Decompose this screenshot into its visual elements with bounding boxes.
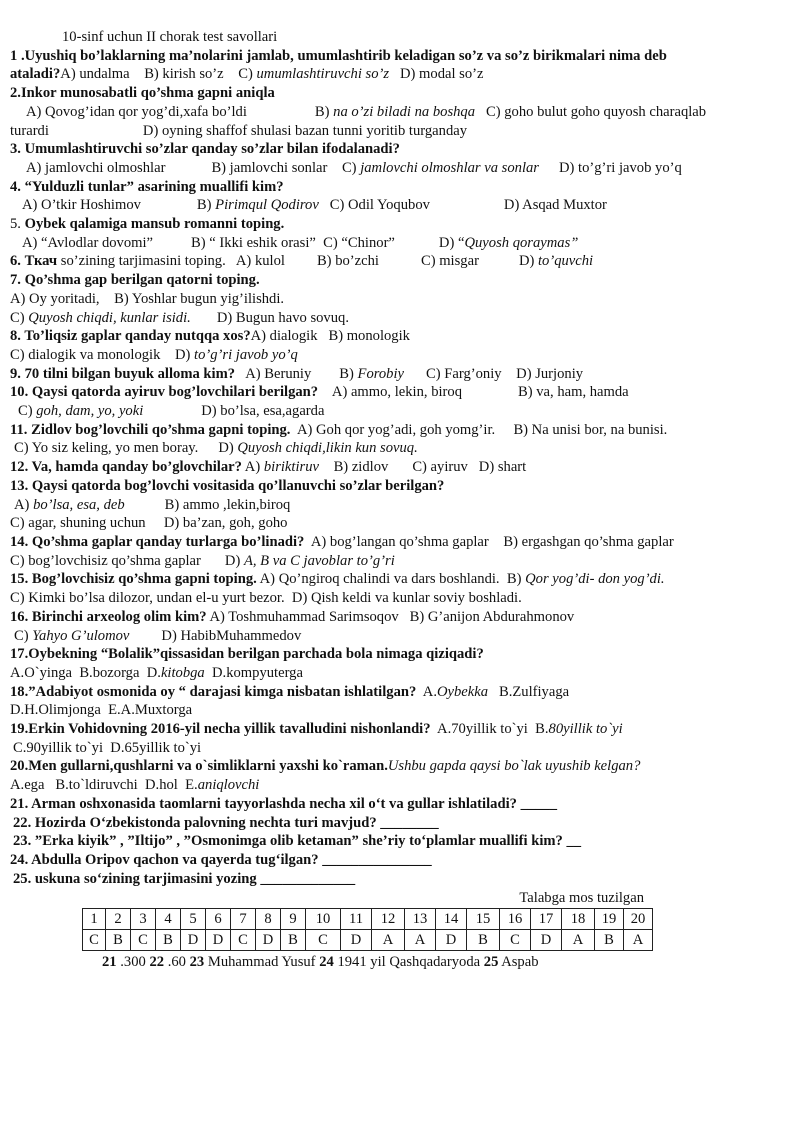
option-a: A.70yillik to`yi xyxy=(437,721,528,738)
option-a: A) kulol xyxy=(235,253,285,270)
answer-key-number-cell: 8 xyxy=(256,909,281,930)
option-b: B) zidlov xyxy=(333,459,389,476)
question-23 xyxy=(10,832,790,851)
option-c-prefix: C) xyxy=(18,403,33,420)
answer-key-answer-cell: D xyxy=(531,930,562,951)
question-text: 8. To’liqsiz gaplar qanday nutqqa xos? xyxy=(10,328,251,345)
option-b: B) ammo ,lekin,biroq xyxy=(164,496,291,513)
question-8 xyxy=(10,327,790,364)
open-answer-value: .60 xyxy=(167,954,186,971)
question-20 xyxy=(10,757,790,794)
question-5 xyxy=(10,215,790,252)
option-c: C) bog’lovchisiz qo’shma gaplar xyxy=(10,552,201,569)
option-b: Qor yog’di- don yog’di. xyxy=(525,571,665,588)
answer-key-number-cell: 13 xyxy=(405,909,436,930)
option-a: biriktiruv xyxy=(263,459,319,476)
option-c-continued: turardi xyxy=(10,122,49,139)
option-c: Yahyo G’ulomov xyxy=(32,627,130,644)
question-text: 18.”Adabiyot osmonida oy “ darajasi kimga nisbatan ishlatilgan? xyxy=(10,683,417,700)
open-answer-number: 24 xyxy=(319,954,334,971)
option-a: A) bog’langan qo’shma gaplar xyxy=(310,533,489,550)
option-c: C) Farg’oniy xyxy=(426,365,502,382)
option-a: A) undalma xyxy=(60,66,130,83)
answer-key-answer-row xyxy=(83,930,653,951)
answer-key-number-cell: 2 xyxy=(106,909,131,930)
option-a: A) O’tkir Hoshimov xyxy=(22,197,141,214)
question-13 xyxy=(10,477,790,533)
option-b: B) “ Ikki eshik orasi” xyxy=(191,234,316,251)
option-b: B) va, ham, hamda xyxy=(518,384,629,401)
question-1 xyxy=(10,47,790,84)
option-a: A.O`yinga xyxy=(10,664,73,681)
answer-key-number-cell: 14 xyxy=(436,909,467,930)
answer-key-table xyxy=(82,908,653,951)
answer-key-answer-cell: D xyxy=(181,930,206,951)
option-d: D) bo’lsa, esa,agarda xyxy=(201,403,325,420)
question-text: 3. Umumlashtiruvchi so’zlar qanday so’zlar bilan ifodalanadi? xyxy=(10,141,400,158)
answer-key-number-cell: 19 xyxy=(595,909,624,930)
option-c-prefix: C) xyxy=(341,159,357,176)
answer-key-number-cell: 16 xyxy=(500,909,531,930)
option-d: D) Bugun havo sovuq. xyxy=(216,309,349,326)
question-text: 24. Abdulla Oripov qachon va qayerda tug‘ilgan? _______________ xyxy=(10,851,432,868)
answer-key-answer-cell: B xyxy=(281,930,306,951)
open-answer-value: .300 xyxy=(120,954,146,971)
question-text: Oybek qalamiga mansub romanni toping. xyxy=(24,216,285,233)
option-a: A) ammo, lekin, biroq xyxy=(331,384,463,401)
answer-key-number-cell: 17 xyxy=(531,909,562,930)
option-b: B) monologik xyxy=(328,328,410,345)
option-c-prefix: C) xyxy=(238,66,253,83)
option-d-prefix: D) “ xyxy=(438,234,465,251)
answer-key-number-cell: 10 xyxy=(306,909,341,930)
option-c: Quyosh chiqdi, kunlar isidi. xyxy=(28,309,191,326)
option-d: D) HabibMuhammedov xyxy=(161,627,302,644)
question-text-rest: Ushbu gapda qaysi bo`lak uyushib kelgan? xyxy=(387,758,641,775)
option-a: Oybekka xyxy=(436,683,489,700)
option-c-prefix: C) xyxy=(14,627,29,644)
option-d-prefix: D) xyxy=(218,440,234,457)
answer-key-answer-cell: A xyxy=(405,930,436,951)
option-d: to’quvchi xyxy=(538,253,594,270)
question-10 xyxy=(10,383,790,420)
answer-key-answer-cell: D xyxy=(256,930,281,951)
question-text: 9. 70 tilni bilgan buyuk alloma kim? xyxy=(10,365,236,382)
option-b: B) ergashgan qo’shma gaplar xyxy=(503,533,674,550)
open-answer-number: 23 xyxy=(189,954,205,971)
option-a: A) Toshmuhammad Sarimsoqov xyxy=(209,608,399,625)
option-c: C) goho bulut goho quyosh charaqlab xyxy=(485,103,707,120)
option-a: A) Beruniy xyxy=(245,365,312,382)
question-text: 6. Ткач xyxy=(10,253,58,270)
question-text: 20.Men gullarni,qushlarni va o`simliklarni yaxshi ko`raman. xyxy=(10,758,388,775)
question-24 xyxy=(10,851,790,870)
answer-key-answer-cell: D xyxy=(206,930,231,951)
question-15 xyxy=(10,570,790,607)
option-c: C) Yo siz keling, yo men boray. xyxy=(14,440,199,457)
option-b-prefix: B) xyxy=(339,365,354,382)
question-14 xyxy=(10,533,790,570)
question-text: 21. Arman oshxonasida taomlarni tayyorlashda necha xil o‘t va gullar ishlatiladi? _____ xyxy=(10,795,558,812)
option-c: kitobga xyxy=(160,664,205,681)
question-text: 19.Erkin Vohidovning 2016-yil necha yillik tavalludini nishonlandi? xyxy=(10,721,431,738)
option-c: D.H.Olimjonga xyxy=(10,702,101,719)
option-c: umumlashtiruvchi so’z xyxy=(256,66,390,83)
option-b: B) Yoshlar bugun yig’ilishdi. xyxy=(114,290,285,307)
option-b: B) G’anijon Abdurahmonov xyxy=(409,608,575,625)
option-b: B) kirish so’z xyxy=(144,66,224,83)
answer-key-number-cell: 12 xyxy=(372,909,405,930)
option-a: bo’lsa, esa, deb xyxy=(33,496,125,513)
option-d: D) Jurjoniy xyxy=(516,365,584,382)
option-b: B) jamlovchi sonlar xyxy=(211,159,328,176)
option-d-prefix: E. xyxy=(185,777,198,794)
option-d: Quyosh qoraymas” xyxy=(464,234,579,251)
option-a: A) “Avlodlar dovomi” xyxy=(22,234,154,251)
option-d: D) Asqad Muxtor xyxy=(503,197,607,214)
answer-key-answer-cell: B xyxy=(595,930,624,951)
option-b: B) bo’zchi xyxy=(316,253,379,270)
answer-key-answer-cell: D xyxy=(341,930,372,951)
question-text: 14. Qo’shma gaplar qanday turlarga bo’linadi? xyxy=(10,533,305,550)
answer-key-number-cell: 7 xyxy=(231,909,256,930)
question-text: 15. Bog’lovchisiz qo’shma gapni toping. xyxy=(10,571,257,588)
option-a: A) Goh qor yog’adi, goh yomg’ir. xyxy=(296,421,496,438)
option-d: A, B va C javoblar to’g’ri xyxy=(243,552,395,569)
question-2 xyxy=(10,84,790,140)
option-c: C) ayiruv xyxy=(412,459,468,476)
option-d: D) to’g’ri javob yo’q xyxy=(558,159,682,176)
answer-key-answer-cell: D xyxy=(436,930,467,951)
question-text: 2.Inkor munosabatli qo’shma gapni aniqla xyxy=(10,85,275,102)
option-a: A) dialogik xyxy=(250,328,318,345)
answer-key-caption: Talabga mos tuzilgan xyxy=(519,890,644,907)
option-b-prefix: B) xyxy=(196,197,212,214)
answer-key-answer-cell: C xyxy=(500,930,531,951)
page-title: 10-sinf uchun II chorak test savollari xyxy=(62,29,278,45)
option-a: A) Qovog’idan qor yog’di,xafa bo’ldi xyxy=(26,103,247,120)
option-c: C) “Chinor” xyxy=(323,234,395,251)
option-d: D) Qish keldi va kunlar soviy boshladi. xyxy=(291,590,522,607)
option-b: Pirimqul Qodirov xyxy=(215,197,319,214)
answer-key-answer-cell: C xyxy=(306,930,341,951)
question-text: ataladi? xyxy=(10,66,61,83)
answer-key-answer-cell: B xyxy=(467,930,500,951)
question-4 xyxy=(10,178,790,215)
option-a: A) Oy yoritadi, xyxy=(10,290,100,307)
option-d: D) modal so’z xyxy=(400,66,484,83)
option-d-prefix: D) xyxy=(224,552,241,569)
answer-key-answer-cell: B xyxy=(156,930,181,951)
question-9 xyxy=(10,365,790,384)
option-c: D.hol xyxy=(145,777,178,794)
option-a-prefix: A. xyxy=(422,683,437,700)
option-a: A.ega xyxy=(10,777,45,794)
option-d: D) ba’zan, goh, goho xyxy=(163,515,288,532)
answer-key-number-row xyxy=(83,909,653,930)
question-text: 16. Birinchi arxeolog olim kim? xyxy=(10,608,207,625)
answer-key-answer-cell: A xyxy=(562,930,595,951)
answer-key-number-cell: 6 xyxy=(206,909,231,930)
question-18 xyxy=(10,683,790,720)
option-d: D.kompyuterga xyxy=(212,664,303,681)
option-b-prefix: B. xyxy=(535,721,549,738)
option-c: jamlovchi olmoshlar va sonlar xyxy=(360,159,539,176)
option-d: to’g’ri javob yo’q xyxy=(194,346,298,363)
option-c: C) misgar xyxy=(420,253,479,270)
option-d: D) oyning shaffof shulasi bazan tunni yoritib turganday xyxy=(142,122,468,139)
option-b: Forobiy xyxy=(357,365,405,382)
option-c: C) agar, shuning uchun xyxy=(10,515,146,532)
question-22 xyxy=(10,814,790,833)
answer-key-answer-cell: B xyxy=(106,930,131,951)
question-text: 17.Oybekning “Bolalik”qissasidan berilgan parchada bola nimaga qiziqadi? xyxy=(10,646,484,663)
question-19 xyxy=(10,720,790,757)
question-text: 7. Qo’shma gap berilgan qatorni toping. xyxy=(10,272,260,289)
option-b-prefix: B) xyxy=(506,571,522,588)
question-25 xyxy=(10,870,790,889)
option-b: B) Na unisi bor, na bunisi. xyxy=(513,421,668,438)
option-a-prefix: A) xyxy=(14,496,30,513)
option-a: A) Qo’ngiroq chalindi va dars boshlandi. xyxy=(259,571,500,588)
question-text: 23. ”Erka kiyik” , ”Iltijo” , ”Osmonimga olib ketaman” she’riy to‘plamlar muallifi kim? __ xyxy=(13,833,582,850)
question-6 xyxy=(10,252,790,271)
question-text: 13. Qaysi qatorda bog’lovchi vositasida qo’llanuvchi so’zlar berilgan? xyxy=(10,477,445,494)
test-document xyxy=(10,28,790,972)
answer-key-number-cell: 4 xyxy=(156,909,181,930)
answer-key-answer-cell: C xyxy=(131,930,156,951)
option-c-prefix: C) xyxy=(10,309,25,326)
option-d-prefix: D) xyxy=(174,346,191,363)
option-b-prefix: B) xyxy=(314,103,330,120)
answer-key-number-cell: 3 xyxy=(131,909,156,930)
option-c: C) Odil Yoqubov xyxy=(329,197,430,214)
option-d: D) shart xyxy=(478,459,527,476)
option-c: C) Kimki bo’lsa dilozor, undan el-u yurt bezor. xyxy=(10,590,285,607)
question-11 xyxy=(10,421,790,458)
question-number: 5. xyxy=(10,216,21,233)
question-text: 25. uskuna so‘zining tarjimasini yozing _____________ xyxy=(13,870,356,887)
answer-key-number-cell: 18 xyxy=(562,909,595,930)
open-answer-number: 25 xyxy=(483,954,499,971)
open-answer-number: 22 xyxy=(149,954,165,971)
open-answer-number: 21 xyxy=(102,954,117,971)
answer-key-number-cell: 15 xyxy=(467,909,500,930)
question-17 xyxy=(10,645,790,682)
open-answer-value: Muhammad Yusuf xyxy=(207,954,316,971)
option-d: D.65yillik to`yi xyxy=(110,739,202,756)
question-text: 22. Hozirda O‘zbekistonda palovning nechta turi mavjud? ________ xyxy=(13,814,439,831)
option-d: E.A.Muxtorga xyxy=(108,702,193,719)
question-text: 1 .Uyushiq bo’laklarning ma’nolarini jamlab, umumlashtirib keladigan so’z va so’z birikmalari nima deb xyxy=(10,47,667,64)
option-a-prefix: A) xyxy=(244,459,261,476)
question-21 xyxy=(10,795,790,814)
option-b: B.bozorga xyxy=(79,664,140,681)
question-text: 4. “Yulduzli tunlar” asarining muallifi kim? xyxy=(10,178,284,195)
answer-key-number-cell: 1 xyxy=(83,909,106,930)
option-a: A) jamlovchi olmoshlar xyxy=(26,159,166,176)
option-d: Quyosh chiqdi,likin kun sovuq. xyxy=(237,440,418,457)
option-b: na o’zi biladi na boshqa xyxy=(333,103,476,120)
question-7 xyxy=(10,271,790,327)
answer-key-number-cell: 11 xyxy=(341,909,372,930)
question-16 xyxy=(10,608,790,645)
question-text-rest: so’zining tarjimasini toping. xyxy=(60,253,226,270)
option-d-prefix: D) xyxy=(518,253,535,270)
option-b: B.to`ldiruvchi xyxy=(55,777,138,794)
answer-key-answer-cell: C xyxy=(231,930,256,951)
option-d: aniqlovchi xyxy=(197,777,260,794)
open-answer-value: 1941 yil Qashqadaryoda xyxy=(337,954,481,971)
answer-key-open-answers xyxy=(10,953,790,972)
question-text: 12. Va, hamda qanday bo’glovchilar? xyxy=(10,459,242,476)
option-b: B.Zulfiyaga xyxy=(498,683,570,700)
answer-key-number-cell: 20 xyxy=(624,909,653,930)
answer-key-answer-cell: A xyxy=(624,930,653,951)
answer-key-number-cell: 5 xyxy=(181,909,206,930)
option-c: C.90yillik to`yi xyxy=(13,739,103,756)
answer-key-answer-cell: A xyxy=(372,930,405,951)
option-c: goh, dam, yo, yoki xyxy=(36,403,144,420)
option-b: 80yillik to`yi xyxy=(548,721,623,738)
question-3 xyxy=(10,140,790,177)
answer-key-answer-cell: C xyxy=(83,930,106,951)
option-c-prefix: D. xyxy=(146,664,161,681)
open-answer-value: Aspab xyxy=(501,954,539,971)
option-c: C) dialogik va monologik xyxy=(10,346,161,363)
question-text: 11. Zidlov bog’lovchili qo’shma gapni toping. xyxy=(10,421,291,438)
question-text: 10. Qaysi qatorda ayiruv bog’lovchilari berilgan? xyxy=(10,384,319,401)
answer-key-number-cell: 9 xyxy=(281,909,306,930)
question-12 xyxy=(10,458,790,477)
